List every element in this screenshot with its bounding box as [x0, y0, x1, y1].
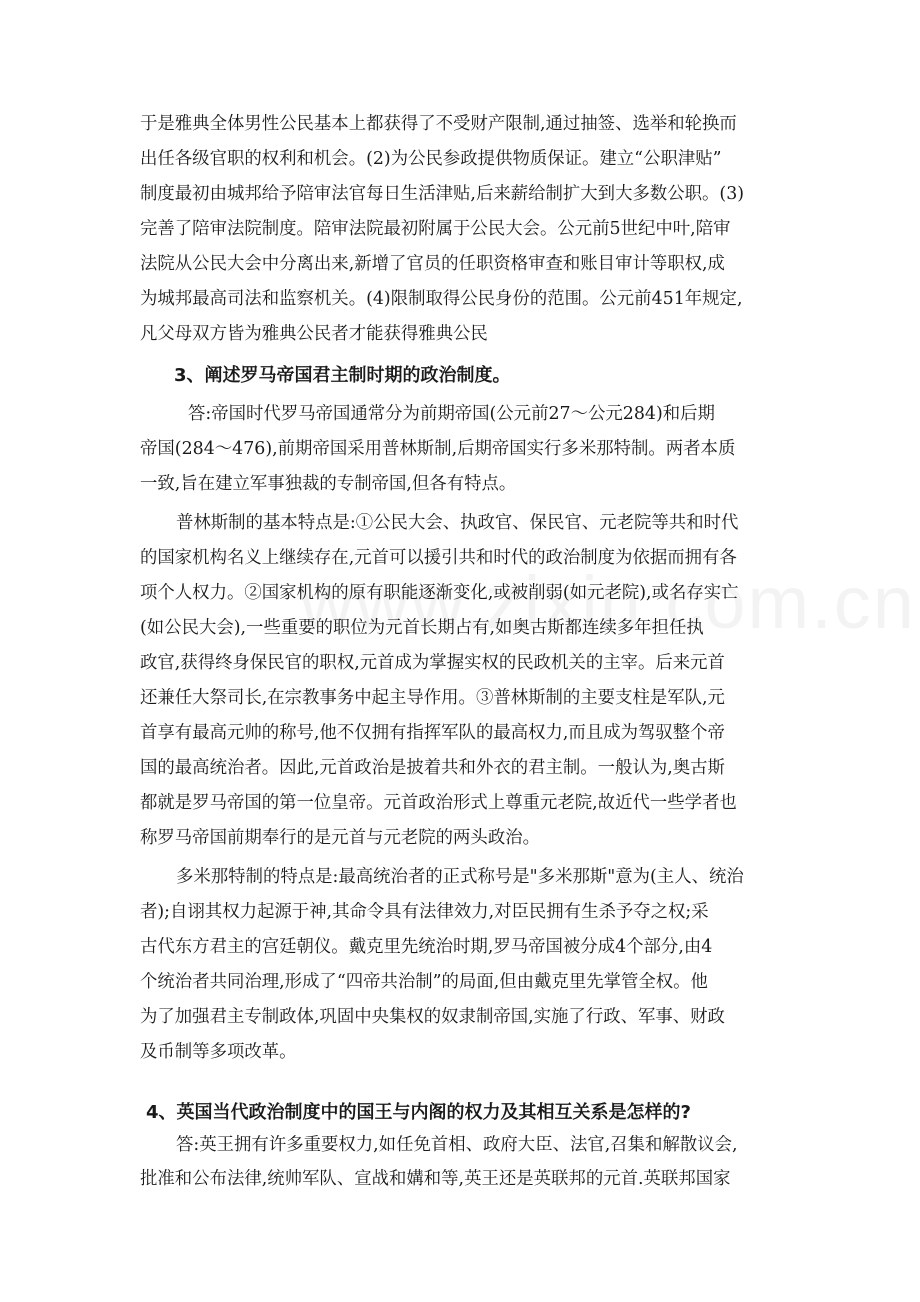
text-line: 法院从公民大会中分离出来,新增了官员的任职资格审查和账目审计等职权,成	[140, 254, 725, 274]
answer-paragraph-start: 答:英王拥有许多重要权力,如任免首相、政府大臣、法官,召集和解散议会,	[176, 1135, 738, 1155]
text-line: 制度最初由城邦给予陪审法官每日生活津贴,后来薪给制扩大到大多数公职。(3)	[140, 184, 745, 204]
text-line: 项个人权力。②国家机构的原有职能逐渐变化,或被削弱(如元老院),或名存实亡	[140, 583, 739, 603]
text-line: 政官,获得终身保民官的职权,元首成为掌握实权的民政机关的主宰。后来元首	[140, 653, 725, 673]
text-line: 批准和公布法律,统帅军队、宣战和媾和等,英王还是英联邦的元首.英联邦国家	[140, 1169, 731, 1189]
text-line: 于是雅典全体男性公民基本上都获得了不受财产限制,通过抽签、选举和轮换而	[140, 114, 737, 134]
text-line: (如公民大会),一些重要的职位为元首长期占有,如奥古斯都连续多年担任执	[140, 618, 704, 638]
text-line: 称罗马帝国前期奉行的是元首与元老院的两头政治。	[140, 828, 540, 848]
text-line: 一致,旨在建立军事独裁的专制帝国,但各有特点。	[140, 474, 517, 494]
text-line: 出任各级官职的权利和机会。(2)为公民参政提供物质保证。建立“公职津贴”	[140, 149, 722, 169]
text-line: 帝国(284～476),前期帝国采用普林斯制,后期帝国实行多米那特制。两者本质	[140, 439, 736, 459]
text-line: 及币制等多项改革。	[140, 1042, 297, 1062]
text-line: 还兼任大祭司长,在宗教事务中起主导作用。③普林斯制的主要支柱是军队,元	[140, 688, 725, 708]
text-line: 为城邦最高司法和监察机关。(4)限制取得公民身份的范围。公元前451年规定,	[140, 289, 743, 309]
question-heading-3: 3、阐述罗马帝国君主制时期的政治制度。	[174, 365, 511, 386]
text-line: 的国家机构名义上继续存在,元首可以援引共和时代的政治制度为依据而拥有各	[140, 548, 737, 568]
answer-paragraph-start: 答:帝国时代罗马帝国通常分为前期帝国(公元前27～公元284)和后期	[188, 404, 715, 424]
text-line: 个统治者共同治理,形成了“四帝共治制”的局面,但由戴克里先掌管全权。他	[140, 972, 708, 992]
paragraph-start: 普林斯制的基本特点是:①公民大会、执政官、保民官、元老院等共和时代	[176, 513, 739, 533]
text-line: 国的最高统治者。因此,元首政治是披着共和外衣的君主制。一般认为,奥古斯	[140, 758, 725, 778]
text-line: 为了加强君主专制政体,巩固中央集权的奴隶制帝国,实施了行政、军事、财政	[140, 1007, 725, 1027]
text-line: 者);自诩其权力起源于神,其命令具有法律效力,对臣民拥有生杀予夺之权;采	[140, 902, 709, 922]
question-heading-4: 4、英国当代政治制度中的国王与内阁的权力及其相互关系是怎样的?	[146, 1102, 691, 1123]
text-line: 古代东方君主的宫廷朝仪。戴克里先统治时期,罗马帝国被分成4个部分,由4	[140, 937, 713, 957]
text-line: 首享有最高元帅的称号,他不仅拥有指挥军队的最高权力,而且成为驾驭整个帝	[140, 723, 725, 743]
paragraph-start: 多米那特制的特点是:最高统治者的正式称号是"多米那斯"意为(主人、统治	[176, 867, 744, 887]
text-line: 凡父母双方皆为雅典公民者才能获得雅典公民	[140, 324, 488, 344]
text-line: 都就是罗马帝国的第一位皇帝。元首政治形式上尊重元老院,故近代一些学者也	[140, 793, 737, 813]
text-line: 完善了陪审法院制度。陪审法院最初附属于公民大会。公元前5世纪中叶,陪审	[140, 219, 731, 239]
